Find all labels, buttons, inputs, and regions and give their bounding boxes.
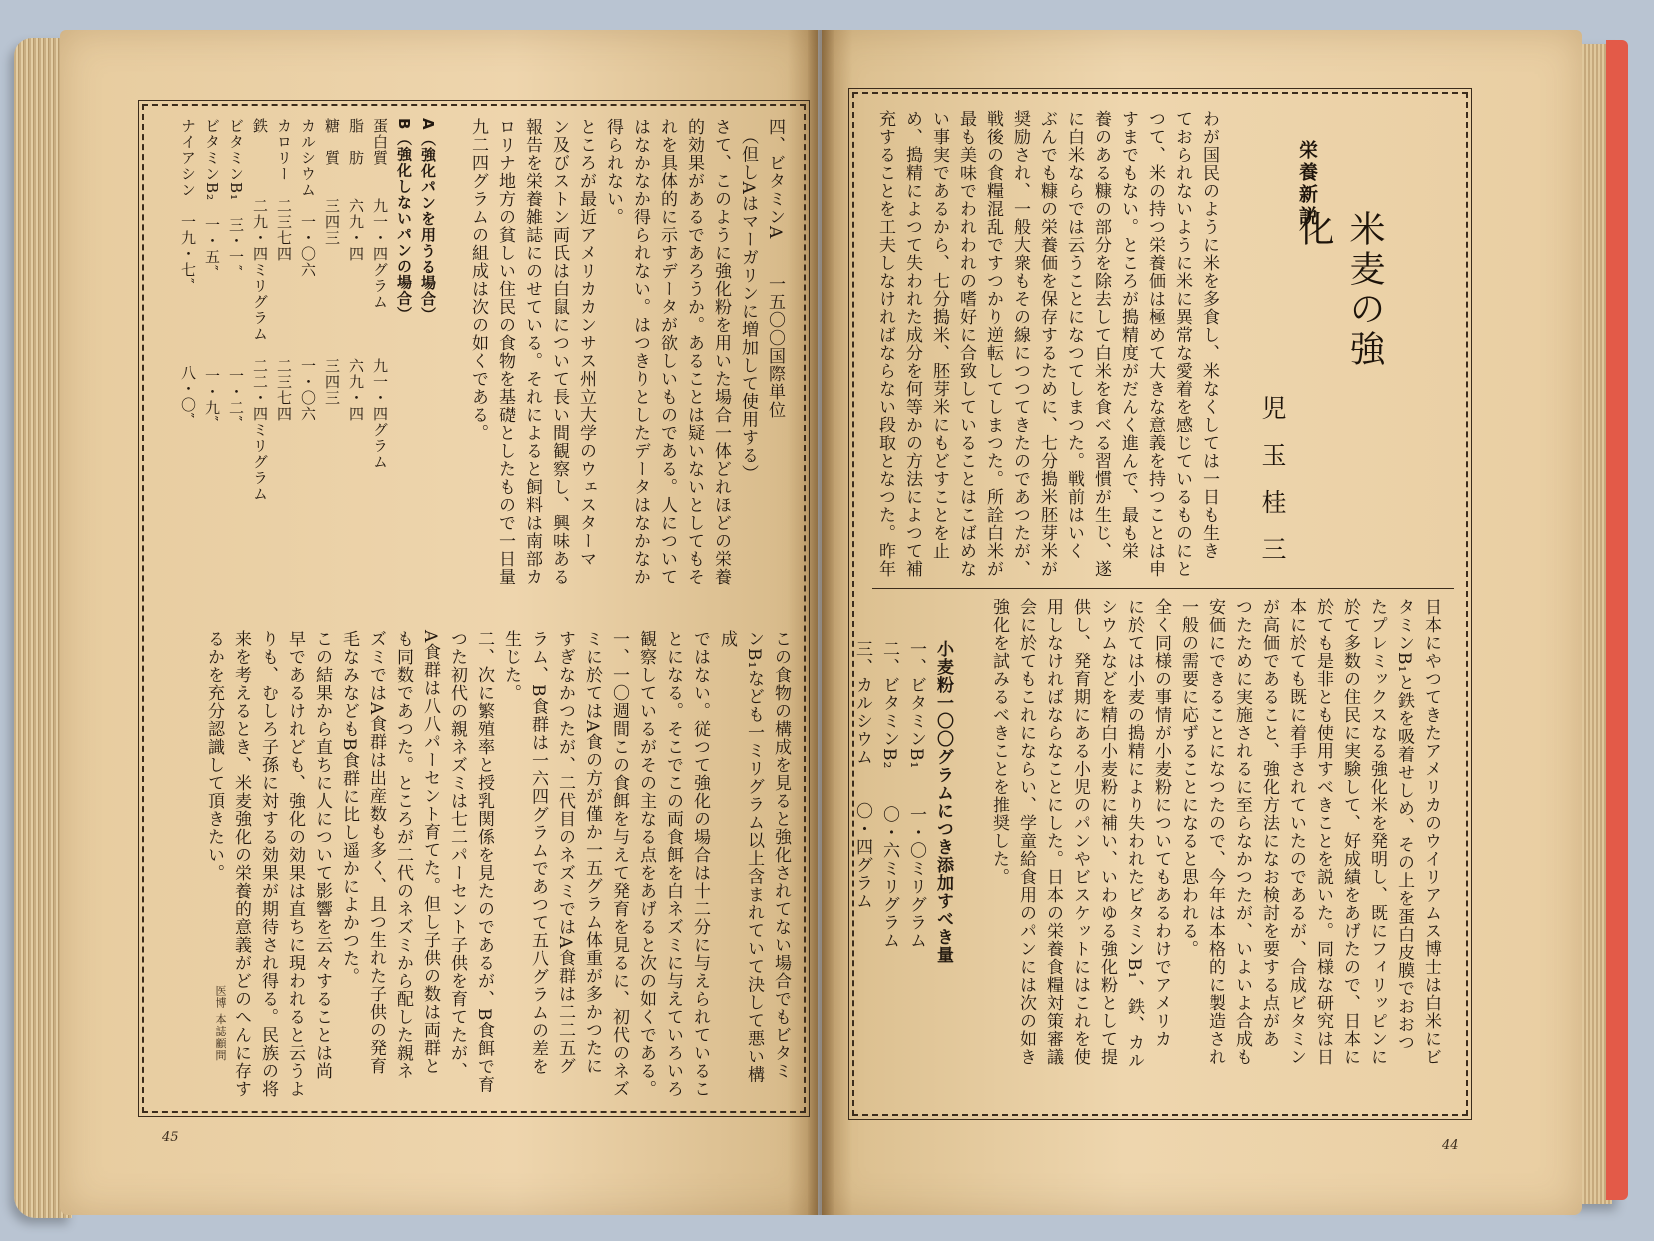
text-line: に於ては小麦の搗精により失われたビタミンB₁、鉄、カル [1124, 598, 1144, 1070]
text-line: 一、一〇週間この食餌を与えて発育を見るに、初代のネズ [609, 630, 629, 1098]
flour-addition-table [852, 640, 956, 1060]
article-title: 米麦の強化 [1293, 210, 1385, 370]
diet-table-row: 糖 質 三四三 三四三 [323, 118, 341, 406]
text-line: ン及びストン両氏は白鼠について長い間観察し、興味ある [549, 118, 569, 586]
text-line: りも、むしろ子孫に対する効果が期待され得る。民族の将 [258, 630, 278, 1098]
text-line: 於て多数の住民に実験して、好成績をあげたので、日本に [1340, 598, 1360, 1066]
text-line: 安価にできることになつたので、今年は本格的に製造され [1205, 598, 1225, 1066]
text-line: 生じた。 [501, 630, 521, 702]
diet-table-row: ナイアシン 一九・七″ 八・〇″ [179, 118, 197, 420]
text-line: め、搗精によつて失われた成分を何等かの方法によつて補 [902, 110, 922, 578]
text-line: つて、米の持つ栄養価は極めて大きな意義を持つことは申 [1145, 110, 1165, 578]
text-line: シウムなどを精白小麦粉に補い、いわゆる強化粉として提 [1097, 598, 1117, 1066]
diet-table-row: ビタミンB₁ 三・一″ 一・二″ [227, 118, 245, 423]
text-line: すぎなかつたが、二代目のネズミではA食群は二二五グ [555, 630, 575, 1076]
flour-table-heading: 小麦粉一〇〇グラムにつき添加すべき量 [933, 640, 953, 964]
text-line: たプレミックスなる強化米を発明し、既にフィリッピンに [1367, 598, 1387, 1066]
text-line: すまでもない。ところが搗精度がだんく進んで、最も栄 [1118, 110, 1138, 560]
text-line: 奨励され、一般大衆もその線につつてきたのであつたが、 [1010, 110, 1030, 578]
text-line: ンB₁なども一ミリグラム以上含まれていて決して悪い構成 [717, 630, 764, 1084]
right-section-divider [872, 588, 1454, 589]
text-line: ところが最近アメリカカンサス州立大学のウェスターマ [576, 118, 596, 568]
left-top-text [438, 118, 788, 588]
text-line: 会に於てもこれにならい、学童給食用のパンには次の如き [1016, 598, 1036, 1066]
author-credit: 医博 本誌顧問 [214, 985, 227, 1062]
text-line: タミンB₁と鉄を吸着せしめ、その上を蛋白皮膜でおおつ [1394, 598, 1414, 1052]
text-line: さて、このように強化粉を用いた場合一体どれほどの栄養 [711, 118, 731, 586]
text-line: ズミではA食群は出産数も多く、且つ生れた子供の発育 [366, 630, 386, 1076]
text-line: ラム、B食群は一六四グラムであつて五八グラムの差を [528, 630, 548, 1076]
flour-table-row: 三、カルシウム 〇・四グラム [852, 640, 872, 910]
text-line: ミに於てはA食の方が僅か一五グラム体重が多かつたに [582, 630, 602, 1076]
page-number-left: 45 [162, 1130, 179, 1145]
text-line: れを具体的に示すデータが欲しいものである。人について [657, 118, 677, 586]
text-line: わが国民のように米を多食し、米なくしては一日も生き [1199, 110, 1219, 560]
text-line: 全く同様の事情が小麦粉についてもあるわけでアメリカ [1151, 598, 1171, 1048]
diet-table-row: カルシウム 一・〇六 一・〇六 [299, 118, 317, 422]
text-line: 報告を栄養雑誌にのせている。それによると飼料は南部カ [522, 118, 542, 586]
page-number-right: 44 [1442, 1138, 1459, 1153]
text-line: 二、次に繁殖率と授乳関係を見たのであるが、B食餌で育 [474, 630, 494, 1094]
text-line: ではない。従つて強化の場合は十二分に与えられているこ [690, 630, 710, 1098]
text-line: 於ても是非とも使用すべきことを説いた。同様な研究は日 [1313, 598, 1333, 1066]
flour-table-row: 二、ビタミンB₂ 〇・六ミリグラム [879, 640, 899, 950]
text-line: るかを充分認識して頂きたい。 [204, 630, 224, 882]
diet-header-a: A（強化パンを用うる場合） [419, 118, 437, 323]
text-line: ぶんでも糠の栄養価を保存するために、七分搗米胚芽米が [1037, 110, 1057, 578]
diet-table-row: ビタミンB₂ 一・五″ 一・九″ [203, 118, 221, 423]
text-line: 供し、発育期にある小児のパンやビスケットにはこれを使 [1070, 598, 1090, 1066]
text-line: この結果から直ちに人について影響を云々することは尚 [312, 630, 332, 1080]
text-line: に白米ならでは云うことになつてしまつた。戦前はいく [1064, 110, 1084, 560]
text-line: A食群は八八パーセント育てた。但し子供の数は両群と [420, 630, 440, 1076]
text-line: つたために実施されるに至らなかつたが、いよいよ合成も [1232, 598, 1252, 1066]
left-bottom-text [204, 630, 794, 1100]
diet-table-row: 蛋白質 九一・四グラム 九一・四グラム [371, 118, 389, 470]
diet-table-row: カロリー 二三七四 二三七四 [275, 118, 293, 422]
article-author: 児玉桂三 [1258, 395, 1287, 583]
text-line: 四、ビタミンA 一五〇〇国際単位 [765, 118, 785, 420]
text-line: この食物の構成を見ると強化されてない場合でもビタミ [771, 630, 791, 1080]
column-header-tag: 栄養新説 [1296, 140, 1318, 228]
right-bottom-text [904, 598, 1444, 1098]
text-line: い事実であるから、七分搗米、胚芽米にもどすことを止 [929, 110, 949, 560]
text-line: とになる。そこでこの両食餌を白ネズミに与えていろいろ [663, 630, 683, 1098]
text-line: 九二四グラムの組成は次の如くである。 [468, 118, 488, 442]
diet-header-b: B（強化しないパンの場合） [395, 118, 413, 323]
text-line: 的効果があるであろうか。あることは疑いないとしてもそ [684, 118, 704, 586]
diet-table-row: 脂 肪 六九・四 六九・四 [347, 118, 365, 422]
text-line: 充することを工夫しなければならない段取となつた。昨年 [875, 110, 895, 578]
diet-table-row: 鉄 二九・四ミリグラム 二二・四ミリグラム [251, 118, 269, 502]
text-line: つた初代の親ネズミは七二パーセント子供を育てたが、 [447, 630, 467, 1080]
text-line: も同数であつた。ところが二代のネズミから配した親ネ [393, 630, 413, 1080]
text-line: 用しなければならなことにした。日本の栄養食糧対策審議 [1043, 598, 1063, 1066]
diet-composition-table [178, 118, 440, 588]
text-line: 日本にやつてきたアメリカのウイリアムス博士は白米にビ [1421, 598, 1441, 1066]
text-line: 最も美味でわれわれの嗜好に合致していることはこばめな [956, 110, 976, 578]
text-line: （但しAはマーガリンに増加して使用する） [738, 118, 758, 483]
text-line: 戦後の食糧混乱ですつかり逆転してしまつた。所詮白米が [983, 110, 1003, 578]
text-line: はなかなか得られない。はつきりとしたデータはなかなか得られない。 [603, 118, 650, 586]
text-line: 強化を試みるべきことを推奨した。 [989, 598, 1009, 886]
text-line: が高価であること、強化方法になお検討を要する点があ [1259, 598, 1279, 1048]
text-line: 養のある糠の部分を除去して白米を食べる習慣が生じ、遂 [1091, 110, 1111, 578]
text-line: 本に於ても既に着手されていたのであるが、合成ビタミン [1286, 598, 1306, 1066]
text-line: 来を考えるとき、米麦強化の栄養的意義がどのへんに存す [231, 630, 251, 1098]
text-line: 一般の需要に応ずることになると思われる。 [1178, 598, 1198, 958]
flour-table-row: 一、ビタミンB₁ 一・〇ミリグラム [906, 640, 926, 950]
text-line: 観察しているがその主なる点をあげると次の如くである。 [636, 630, 656, 1098]
right-top-text [872, 110, 1222, 580]
text-line: 毛なみなどもB食群に比し遥かによかつた。 [339, 630, 359, 986]
book-gutter [808, 30, 834, 1215]
red-back-cover [1606, 40, 1628, 1200]
text-line: 早であるけれども、強化の効果は直ちに現われると云うよ [285, 630, 305, 1098]
text-line: ておられないように米に異常な愛着を感じているものにと [1172, 110, 1192, 578]
text-line: ロリナ地方の貧しい住民の食物を基礎としたもので一日量 [495, 118, 515, 586]
